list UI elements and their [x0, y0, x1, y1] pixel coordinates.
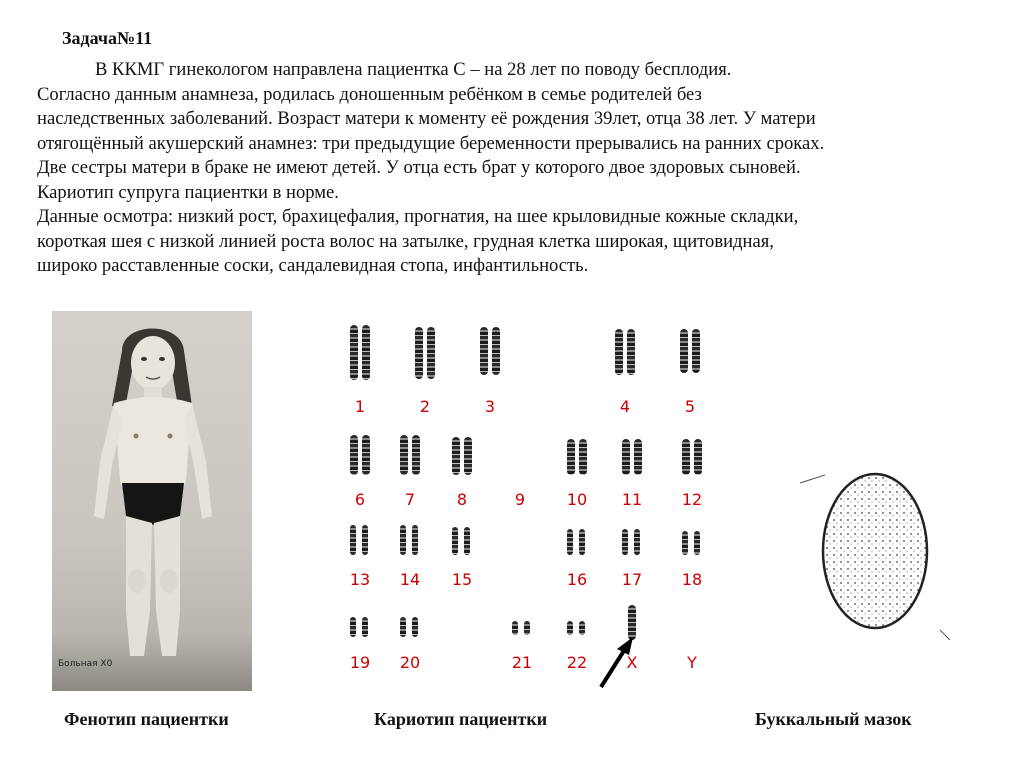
chromosome-16 [579, 529, 585, 555]
chromosome-label-6: 6 [354, 490, 366, 509]
chromosome-4 [627, 329, 635, 375]
chromosome-label-4: 4 [619, 397, 631, 416]
chromosome-6 [350, 435, 358, 475]
task-line: Две сестры матери в браке не имеют детей. У отца есть брат у которого двое здоровых сыновей. [37, 157, 801, 178]
buccal-smear [790, 455, 955, 655]
patient-photo [52, 311, 252, 691]
chromosome-label-10: 10 [566, 490, 588, 509]
task-line: Согласно данным анамнеза, родилась доношенным ребёнком в семье родителей без [37, 83, 702, 105]
task-line: короткая шея с низкой линией роста волос на затылке, грудная клетка широкая, щитовидная, [37, 230, 774, 252]
chromosome-15 [464, 527, 470, 555]
chromosome-11 [634, 439, 642, 475]
patient-figure [52, 311, 252, 691]
chromosome-16 [567, 529, 573, 555]
chromosome-3 [492, 327, 500, 375]
chromosome-label-X: X [626, 653, 638, 672]
chromosome-14 [412, 525, 418, 555]
chromosome-13 [362, 525, 368, 555]
chromosome-2 [415, 327, 423, 379]
chromosome-22 [579, 621, 585, 635]
chromosome-5 [692, 329, 700, 373]
chromosome-14 [400, 525, 406, 555]
chromosome-7 [400, 435, 408, 475]
chromosome-label-15: 15 [451, 570, 473, 589]
chromosome-7 [412, 435, 420, 475]
chromosome-15 [452, 527, 458, 555]
chromosome-label-Y: Y [687, 653, 697, 672]
chromosome-17 [634, 529, 640, 555]
chromosome-22 [567, 621, 573, 635]
task-line: Кариотип супруга пациентки в норме. [37, 181, 339, 203]
task-line: наследственных заболеваний. Возраст матери к моменту её рождения 39лет, отца 38 лет. У матери [37, 108, 816, 129]
chromosome-5 [680, 329, 688, 373]
chromosome-18 [682, 531, 688, 555]
chromosome-19 [362, 617, 368, 637]
chromosome-label-12: 12 [681, 490, 703, 509]
chromosome-label-2: 2 [419, 397, 431, 416]
task-description [37, 58, 1012, 279]
chromosome-6 [362, 435, 370, 475]
task-line: Данные осмотра: низкий рост, брахицефалия, прогнатия, на шее крыловидные кожные складки, [37, 206, 799, 227]
task-line: отягощённый акушерский анамнез: три предыдущие беременности прерывались на ранних сроках. [37, 132, 825, 154]
chromosome-label-21: 21 [511, 653, 533, 672]
task-line: широко расставленные соски, сандалевидная стопа, инфантильность. [37, 255, 589, 276]
chromosome-label-11: 11 [621, 490, 643, 509]
chromosome-3 [480, 327, 488, 375]
chromosome-1 [362, 325, 370, 380]
chromosome-1 [350, 325, 358, 380]
chromosome-18 [694, 531, 700, 555]
chromosome-label-17: 17 [621, 570, 643, 589]
chromosome-label-18: 18 [681, 570, 703, 589]
chromosome-11 [622, 439, 630, 475]
chromosome-label-8: 8 [456, 490, 468, 509]
chromosome-label-5: 5 [684, 397, 696, 416]
chromosome-label-7: 7 [404, 490, 416, 509]
chromosome-4 [615, 329, 623, 375]
caption-smear: Буккальный мазок [755, 709, 912, 729]
task-title: Задача№11 [62, 28, 153, 48]
chromosome-12 [682, 439, 690, 475]
chromosome-label-16: 16 [566, 570, 588, 589]
cell-drawing [790, 455, 955, 655]
arrow-icon [595, 633, 655, 693]
chromosome-2 [427, 327, 435, 379]
chromosome-10 [579, 439, 587, 475]
chromosome-21 [524, 621, 530, 635]
karyotype-panel [325, 315, 725, 680]
chromosome-label-13: 13 [349, 570, 371, 589]
chromosome-label-3: 3 [484, 397, 496, 416]
chromosome-19 [350, 617, 356, 637]
chromosome-label-20: 20 [399, 653, 421, 672]
chromosome-label-1: 1 [354, 397, 366, 416]
chromosome-10 [567, 439, 575, 475]
chromosome-20 [412, 617, 418, 637]
chromosome-17 [622, 529, 628, 555]
chromosome-8 [452, 437, 460, 475]
task-line: В ККМГ гинекологом направлена пациентка С – на 28 лет по поводу бесплодия. [95, 59, 732, 80]
caption-phenotype: Фенотип пациентки [64, 709, 229, 729]
chromosome-label-14: 14 [399, 570, 421, 589]
chromosome-21 [512, 621, 518, 635]
chromosome-label-19: 19 [349, 653, 371, 672]
chromosome-8 [464, 437, 472, 475]
photo-caption: Больная Х0 [58, 659, 113, 669]
chromosome-20 [400, 617, 406, 637]
chromosome-label-22: 22 [566, 653, 588, 672]
chromosome-12 [694, 439, 702, 475]
chromosome-label-9: 9 [514, 490, 526, 509]
chromosome-13 [350, 525, 356, 555]
caption-karyotype: Кариотип пациентки [374, 709, 548, 729]
